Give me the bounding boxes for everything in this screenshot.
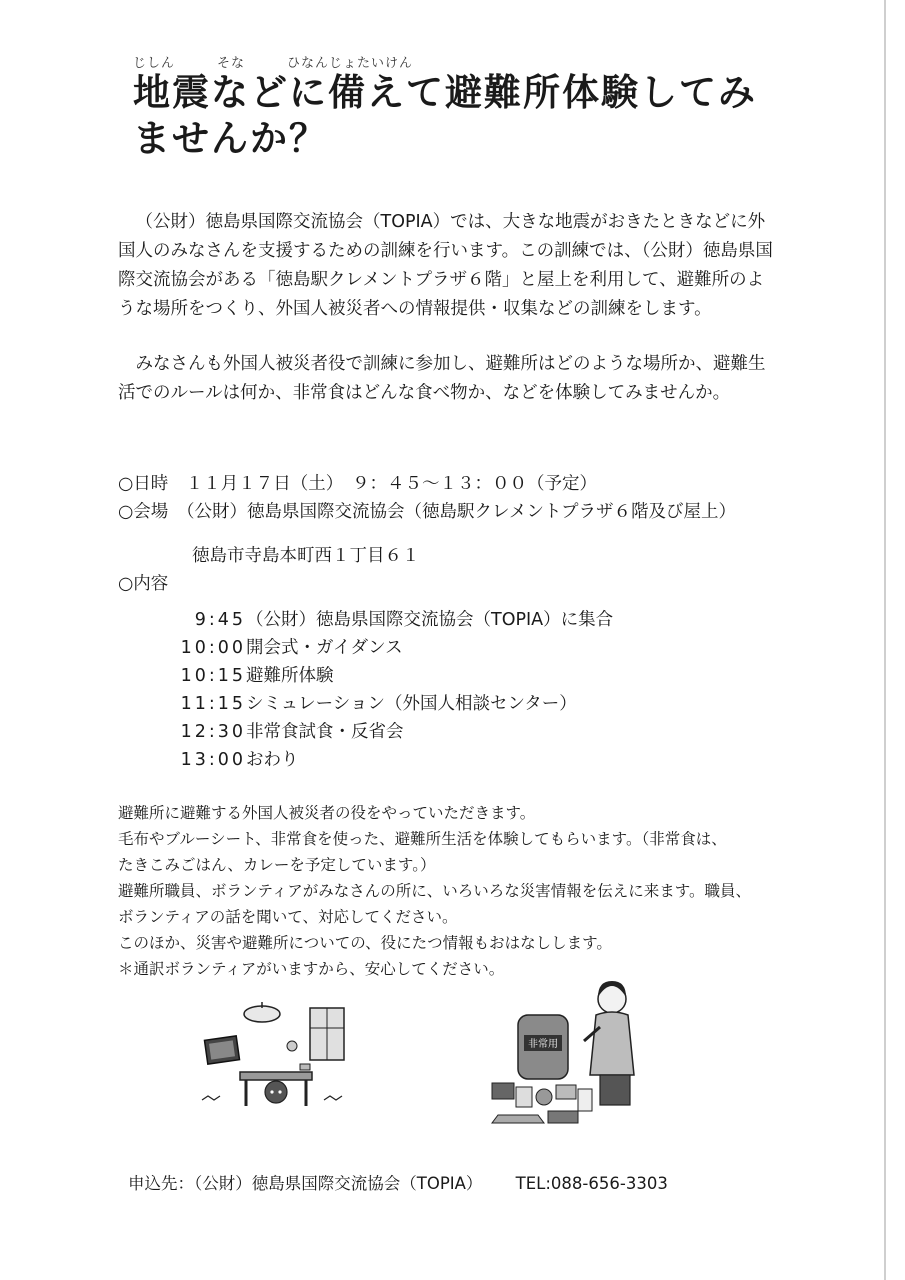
- schedule-time: 10:00: [180, 638, 246, 658]
- schedule-row: [140, 606, 613, 634]
- schedule-item: 非常食試食・反省会: [246, 722, 404, 742]
- footer-contact: [128, 1170, 668, 1194]
- contents-label: ○内容: [118, 574, 169, 594]
- schedule-time: 13:00: [180, 750, 246, 770]
- event-venue: ○会場 （公財）徳島県国際交流協会（徳島駅クレメントプラザ６階及び屋上）: [118, 502, 736, 522]
- phone-number: TEL:088-656-3303: [515, 1174, 668, 1193]
- title-block: [133, 52, 813, 162]
- note-line: ＊通訳ボランティアがいますから、安心してください。: [118, 960, 505, 978]
- scan-edge-line: [884, 0, 886, 1280]
- intro-paragraph-1: （公財）徳島県国際交流協会（TOPIA）では、大きな地震がおきたときなどに外国人のみなさんを支援するための訓練を行います。この訓練では、（公財）徳島県国際交流協会がある「徳島駅クレメントプラザ６階」と屋上を利用して、避難所のような場所をつくり、外国人被災者への情報提供・収集などの訓練をします。: [118, 212, 773, 319]
- notes-section: [118, 800, 798, 982]
- schedule-row: [140, 718, 613, 746]
- note-line: たきこみごはん、カレーを予定しています。）: [118, 856, 436, 874]
- bag-label: 非常用: [528, 1039, 558, 1050]
- schedule-time: 12:30: [180, 722, 246, 742]
- schedule-item: 避難所体験: [246, 666, 334, 686]
- note-line: 毛布やブルーシート、非常食を使った、避難所生活を体験してもらいます。（非常食は、: [118, 830, 727, 848]
- title-ruby: じしん そな ひなんじょたいけん: [133, 56, 414, 71]
- schedule-row: [140, 690, 613, 718]
- schedule-row: [140, 662, 613, 690]
- schedule-row: [140, 746, 613, 774]
- schedule-item: シミュレーション（外国人相談センター）: [246, 694, 577, 714]
- note-line: ボランティアの話を聞いて、対応してください。: [118, 908, 458, 926]
- intro-section: [118, 208, 778, 408]
- title-line-1: 地震などに備えて避難所体験してみ: [133, 71, 757, 114]
- schedule-item: おわり: [246, 750, 299, 770]
- title-line-2: ませんか？: [133, 117, 328, 160]
- earthquake-room-illustration: [200, 1000, 360, 1120]
- schedule-item: （公財）徳島県国際交流協会（TOPIA）に集合: [246, 610, 614, 630]
- schedule-list: [140, 606, 613, 774]
- note-line: 避難所職員、ボランティアがみなさんの所に、いろいろな災害情報を伝えに来ます。職員、: [118, 882, 752, 900]
- schedule-time: 11:15: [180, 694, 246, 714]
- note-line: このほか、災害や避難所についての、役にたつ情報もおはなしします。: [118, 934, 612, 952]
- note-line: 避難所に避難する外国人被災者の役をやっていただきます。: [118, 804, 536, 822]
- schedule-item: 開会式・ガイダンス: [246, 638, 403, 658]
- emergency-kit-illustration: [488, 975, 658, 1135]
- event-address: 徳島市寺島本町西１丁目６１: [192, 546, 420, 566]
- event-date: ○日時 １１月１７日（土） ９：４５～１３：００（予定）: [118, 474, 598, 494]
- schedule-time: 10:15: [180, 666, 246, 686]
- intro-paragraph-2: みなさんも外国人被災者役で訓練に参加し、避難所はどのような場所か、避難生活でのルールは何か、非常食はどんな食べ物か、などを体験してみませんか。: [118, 354, 766, 403]
- event-info: [118, 470, 818, 598]
- apply-to: 申込先：（公財）徳島県国際交流協会（TOPIA）: [128, 1174, 483, 1193]
- schedule-time: 9:45: [194, 610, 246, 630]
- schedule-row: [140, 634, 613, 662]
